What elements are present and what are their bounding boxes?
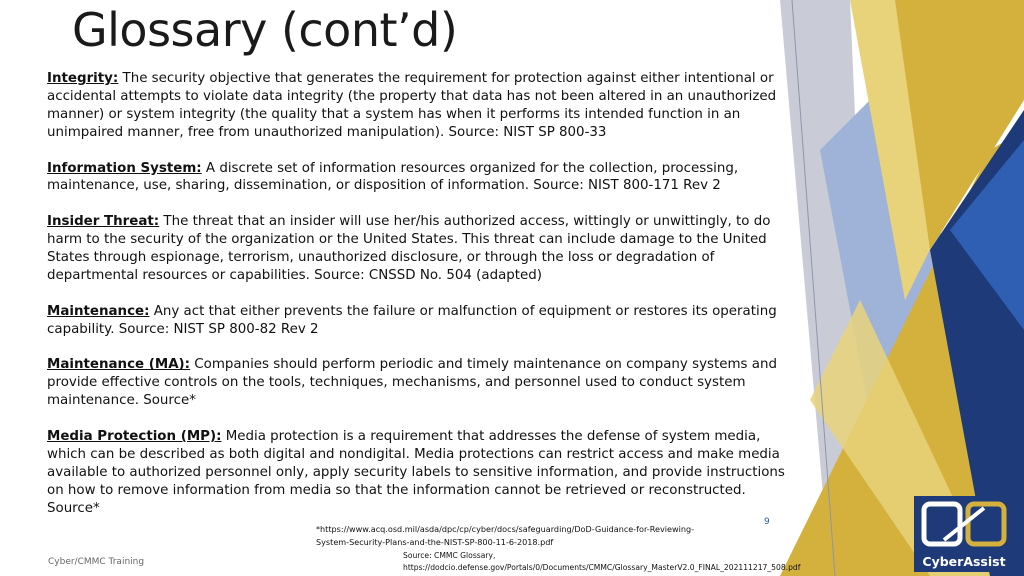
glossary-entry (47, 213, 795, 285)
glossary-term: Integrity: (47, 71, 119, 86)
glossary-term: Media Protection (MP): (47, 429, 222, 445)
footnote-line: System-Security-Plans-and-the-NIST-SP-800-11-6-2018.pdf (316, 537, 554, 547)
glossary-definition: The threat that an insider will use her/his authorized access, wittingly or unwittingly, to do harm to the security of the organization or the United States. This threat can include damage to the United States through espionage, terrorism, unauthorized disclosure, or through the loss or degradation of departmental resources or capabilities. Source: CNSSD No. 504 (adapted) (47, 214, 771, 283)
glossary-definition: Companies should perform periodic and timely maintenance on company systems and provide effective controls on the tools, techniques, mechanisms, and personnel used to conduct system maintenance. Source* (47, 357, 777, 409)
glossary-term: Maintenance: (47, 303, 150, 319)
footnote-line: *https://www.acq.osd.mil/asda/dpc/cp/cyber/docs/safeguarding/DoD-Guidance-for-Reviewing- (316, 524, 695, 534)
glossary-entry (47, 303, 795, 339)
glossary-entry (47, 428, 795, 518)
glossary-term: Insider Threat: (47, 214, 160, 230)
glossary-definition: The security objective that generates the requirement for protection against either intentional or accidental attempts to violate data integrity (the property that data has not been altered in an unauthorized manner) or system integrity (the quality that a system has when it performs its intended function in an unimpaired manner, free from unauthorized manipulation). Source: NIST SP 800-33 (47, 71, 777, 140)
glossary-term: Maintenance (MA): (47, 357, 191, 373)
glossary-definition: Media protection is a requirement that addresses the defense of system media, which can be described as both digital and nondigital. Media protections can restrict access and make media available to authorized personnel only, apply security labels to sensitive information, and provide instructions on how to remove information from media so that the information cannot be retrieved or reconstructed. Source* (47, 429, 785, 516)
page-number: 9 (764, 517, 770, 527)
glossary-term: Information System: (47, 160, 202, 176)
cyberassist-logo (914, 496, 1014, 572)
glossary-definition: A discrete set of information resources organized for the collection, processing, maintenance, use, sharing, dissemination, or disposition of information. Source: NIST 800-171 Rev 2 (47, 160, 739, 194)
glossary-body (47, 70, 795, 535)
source-line: https://dodcio.defense.gov/Portals/0/Documents/CMMC/Glossary_MasterV2.0_FINAL_202111217_508.pdf (403, 563, 801, 572)
logo-text: CyberAssist (922, 554, 1006, 569)
source-line: Source: CMMC Glossary, (403, 551, 496, 560)
page-title: Glossary (cont’d) (72, 3, 458, 57)
glossary-entry (47, 70, 795, 142)
glossary-entry (47, 160, 795, 196)
footnote (316, 523, 756, 549)
glossary-definition: Any act that either prevents the failure or malfunction of equipment or restores its operating capability. Source: NIST SP 800-82 Rev 2 (47, 303, 777, 337)
footer-label: Cyber/CMMC Training (48, 557, 145, 567)
glossary-entry (47, 356, 795, 410)
source-citation (403, 550, 800, 574)
